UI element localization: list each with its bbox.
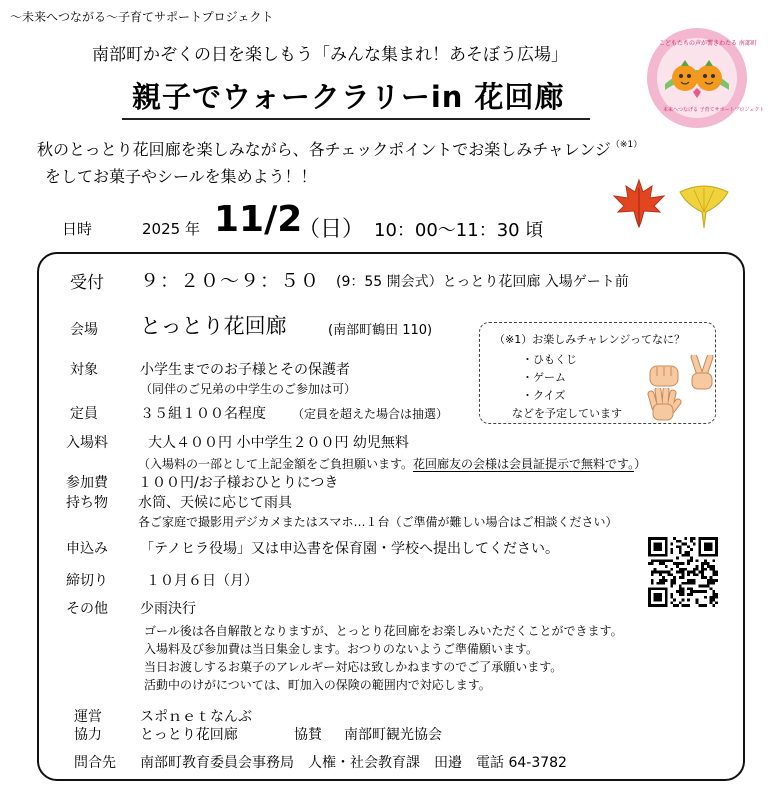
capacity-value: ３５組１００名程度 bbox=[140, 406, 266, 422]
datetime-label: 日時 bbox=[62, 220, 93, 238]
other-note-1: ゴール後は各自解散となりますが、とっとり花回廊をお楽しみいただくことができます。 bbox=[144, 624, 623, 638]
fee-note-c: ） bbox=[634, 457, 647, 471]
belongings-note: 各ご家庭で撮影用デジカメまたはスマホ…１台（ご準備が難しい場合はご相談ください） bbox=[138, 515, 618, 529]
contact-label: 問合先 bbox=[74, 755, 116, 771]
intro-note-ref: （※1） bbox=[610, 140, 643, 150]
participation-label: 参加費 bbox=[66, 475, 108, 491]
other-note-4: 活動中のけがについては、町加入の保険の範囲内で対応します。 bbox=[144, 678, 491, 692]
sponsor-value: 南部町観光協会 bbox=[344, 727, 442, 743]
participation-value: １００円/お子様おひとりにつき bbox=[138, 475, 339, 491]
tagline: ～未来へつながる～子育てサポートプロジェクト bbox=[10, 10, 274, 24]
target-note: （同伴のご兄弟の中学生のご参加は可） bbox=[140, 382, 357, 396]
intro-line-1 bbox=[37, 137, 642, 160]
challenge-item-2: ・ゲーム bbox=[522, 371, 566, 384]
reception-detail: (9：55 開会式）とっとり花回廊 入場ゲート前 bbox=[336, 274, 629, 290]
other-note-2: 入場料及び参加費は当日集金します。おつりのないようご準備願います。 bbox=[144, 642, 538, 656]
project-logo bbox=[645, 26, 765, 130]
fee-note-b: 花回廊友の会様は会員証提示で無料です。 bbox=[413, 457, 635, 471]
cooperation-value: とっとり花回廊 bbox=[140, 727, 238, 743]
belongings-label: 持ち物 bbox=[66, 495, 108, 511]
fee-value: 大人４００円 小中学生２００円 幼児無料 bbox=[148, 435, 409, 451]
venue-address: (南部町鶴田 110) bbox=[328, 323, 433, 338]
logo-top-text: こどもたちの声が響きわたる 南部町 bbox=[659, 40, 757, 47]
scissors-hand-icon bbox=[686, 355, 718, 395]
venue-label: 会場 bbox=[70, 322, 98, 338]
maple-leaf-icon bbox=[612, 178, 666, 232]
contact-value: 南部町教育委員会事務局 人権・社会教育課 田邉 電話 64-3782 bbox=[140, 755, 567, 771]
challenge-item-3: ・クイズ bbox=[522, 389, 566, 402]
qr-code-icon[interactable] bbox=[648, 537, 718, 607]
ginkgo-leaf-icon bbox=[676, 182, 732, 234]
target-label: 対象 bbox=[70, 362, 98, 378]
belongings-value: 水筒、天候に応じて雨具 bbox=[138, 495, 292, 511]
challenge-item-1: ・ひもくじ bbox=[522, 353, 577, 366]
event-subtitle: 南部町かぞくの日を楽しもう「みんな集まれ！あそぼう広場」 bbox=[92, 45, 568, 65]
datetime-year: 2025 年 bbox=[142, 220, 200, 238]
other-value: 少雨決行 bbox=[140, 601, 196, 617]
reception-time: ９：２０～９：５０ bbox=[140, 270, 321, 292]
datetime-time: 10：00～11：30 頃 bbox=[374, 220, 544, 241]
logo-bottom-text: 未来へつなげる 子育てサポートプロジェクト bbox=[663, 107, 765, 113]
datetime-date: 11/2 bbox=[214, 199, 303, 240]
organizer-label: 運営 bbox=[74, 709, 102, 725]
other-label: その他 bbox=[66, 601, 108, 617]
intro-line-2: をしてお菓子やシールを集めよう！！ bbox=[45, 167, 317, 186]
cooperation-label: 協力 bbox=[74, 727, 102, 743]
application-label: 申込み bbox=[66, 541, 108, 557]
page-title: 親子でウォークラリーin 花回廊 bbox=[132, 80, 565, 114]
intro-text: 秋のとっとり花回廊を楽しみながら、各チェックポイントでお楽しみチャレンジ bbox=[37, 140, 611, 159]
venue-name: とっとり花回廊 bbox=[140, 314, 287, 338]
organizer-value: スポｎｅｔなんぶ bbox=[140, 709, 252, 725]
reception-label: 受付 bbox=[70, 273, 104, 293]
datetime-weekday: （日） bbox=[298, 217, 365, 242]
challenge-footer: などを予定しています bbox=[512, 407, 622, 420]
title-underline bbox=[122, 118, 590, 120]
deadline-value: １０月６日（月） bbox=[146, 573, 258, 589]
fee-note bbox=[138, 455, 646, 472]
capacity-label: 定員 bbox=[70, 406, 98, 422]
fee-label: 入場料 bbox=[66, 435, 108, 451]
other-note-3: 当日お渡しするお菓子のアレルギー対応は致しかねますのでご了承願います。 bbox=[144, 660, 563, 674]
capacity-note: （定員を超えた場合は抽選） bbox=[292, 407, 449, 421]
fee-note-a: （入場料の一部として上記金額をご負担願います。 bbox=[138, 457, 414, 471]
paper-hand-icon bbox=[644, 388, 682, 426]
target-value: 小学生までのお子様とその保護者 bbox=[140, 362, 350, 378]
sponsor-label: 協賛 bbox=[294, 727, 322, 743]
challenge-title: （※1）お楽しみチャレンジってなに？ bbox=[494, 333, 686, 346]
application-value: 「テノヒラ役場」又は申込書を保育園・学校へ提出してください。 bbox=[140, 541, 560, 557]
deadline-label: 締切り bbox=[66, 573, 108, 589]
